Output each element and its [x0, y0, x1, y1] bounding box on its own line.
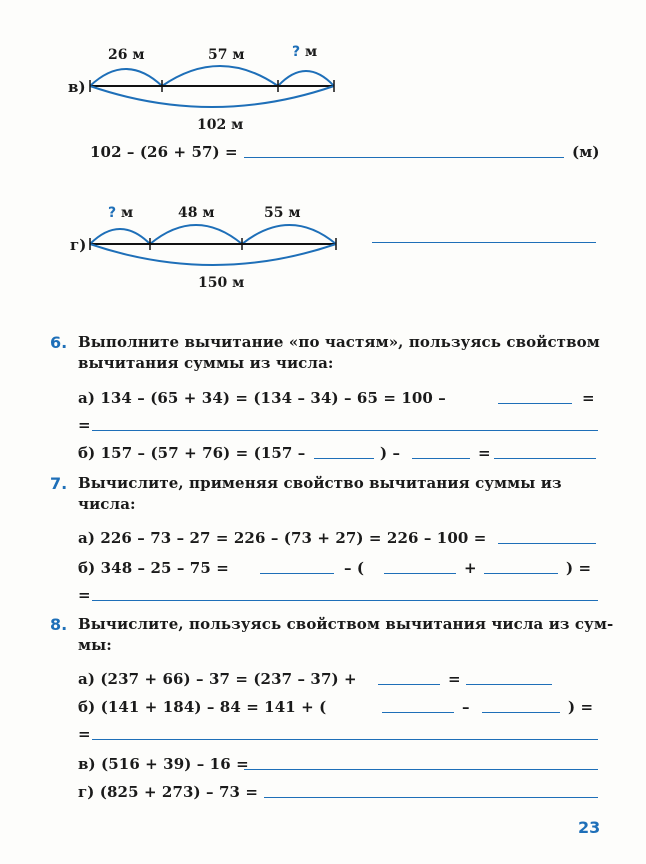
diagram-v-seg3: ? м — [292, 44, 318, 60]
task8-b-answer2[interactable] — [482, 712, 560, 713]
task6-title-line2: вычитания суммы из числа: — [78, 354, 334, 372]
task7-a-line: а) 226 – 73 – 27 = 226 – (73 + 27) = 226 – 100 = — [78, 529, 487, 547]
task6-a-line1: а) 134 – (65 + 34) = (134 – 34) – 65 = 100 – — [78, 389, 446, 407]
arc-g-1 — [90, 229, 150, 244]
task6-number: 6. — [50, 333, 68, 352]
task8-b-line2-eq: = — [78, 725, 91, 743]
arc-g-total — [90, 244, 336, 265]
task6-a-answer2[interactable] — [92, 430, 598, 431]
task7-number: 7. — [50, 474, 68, 493]
diagram-g-seg1: ? м — [108, 205, 134, 221]
unit-label: (м) — [572, 143, 600, 161]
diagram-v-label: в) — [68, 78, 86, 96]
task8-v-answer[interactable] — [244, 769, 598, 770]
task7-title-line2: числа: — [78, 495, 136, 513]
task8-title-line2: мы: — [78, 636, 112, 654]
task8-v-start: в) (516 + 39) – 16 = — [78, 755, 249, 773]
arc-g-3 — [242, 225, 336, 244]
task8-a-answer1[interactable] — [378, 684, 440, 685]
task6-b-eq: = — [478, 444, 491, 462]
diagram-v-seg2: 57 м — [208, 47, 245, 63]
task8-a-eq: = — [448, 670, 461, 688]
answer-line-g[interactable] — [372, 242, 596, 243]
task7-b-answer3[interactable] — [484, 573, 558, 574]
task7-b-answer4[interactable] — [92, 600, 598, 601]
diagram-v-seg1: 26 м — [108, 47, 145, 63]
task8-b-start: б) (141 + 184) – 84 = 141 + ( — [78, 698, 327, 716]
task8-number: 8. — [50, 615, 68, 634]
diagram-g-label: г) — [70, 236, 87, 254]
task6-a-line2-eq: = — [78, 416, 91, 434]
task7-a-answer[interactable] — [498, 543, 596, 544]
task8-a-answer2[interactable] — [466, 684, 552, 685]
task7-b-answer2[interactable] — [384, 573, 456, 574]
task8-g-start: г) (825 + 273) – 73 = — [78, 783, 259, 801]
equation-v: 102 – (26 + 57) = — [90, 143, 238, 161]
task7-b-answer1[interactable] — [260, 573, 334, 574]
task8-b-answer1[interactable] — [382, 712, 454, 713]
task7-b-line2-eq: = — [78, 586, 91, 604]
diagram-g-seg2: 48 м — [178, 205, 215, 221]
diagram-g — [0, 0, 646, 300]
diagram-g-total: 150 м — [198, 275, 245, 291]
diagram-v-total: 102 м — [197, 117, 244, 133]
task6-b-answer3[interactable] — [494, 458, 596, 459]
task8-a-start: а) (237 + 66) – 37 = (237 – 37) + — [78, 670, 357, 688]
task6-b-start: б) 157 – (57 + 76) = (157 – — [78, 444, 306, 462]
task6-a-answer1[interactable] — [498, 403, 572, 404]
task8-b-answer3[interactable] — [92, 739, 598, 740]
task7-b-minus: – ( — [344, 559, 365, 577]
task6-title-line1: Выполните вычитание «по частям», пользуясь свойством — [78, 333, 600, 351]
task8-b-minus: – — [462, 698, 470, 716]
question-mark: ? — [292, 44, 301, 60]
task7-title-line1: Вычислите, применяя свойство вычитания суммы из — [78, 474, 562, 492]
page-number: 23 — [578, 818, 601, 837]
task8-g-answer[interactable] — [264, 797, 598, 798]
task6-b-answer2[interactable] — [412, 458, 470, 459]
question-mark: ? — [108, 205, 117, 221]
task8-title-line1: Вычислите, пользуясь свойством вычитания числа из сум- — [78, 615, 614, 633]
arc-g-2 — [150, 225, 242, 244]
task6-b-answer1[interactable] — [314, 458, 374, 459]
task6-b-mid: ) – — [380, 444, 401, 462]
task8-b-close: ) = — [568, 698, 594, 716]
task6-a-eq: = — [582, 389, 595, 407]
task7-b-plus: + — [464, 559, 477, 577]
task7-b-close: ) = — [566, 559, 592, 577]
task7-b-start: б) 348 – 25 – 75 = — [78, 559, 229, 577]
diagram-g-seg3: 55 м — [264, 205, 301, 221]
